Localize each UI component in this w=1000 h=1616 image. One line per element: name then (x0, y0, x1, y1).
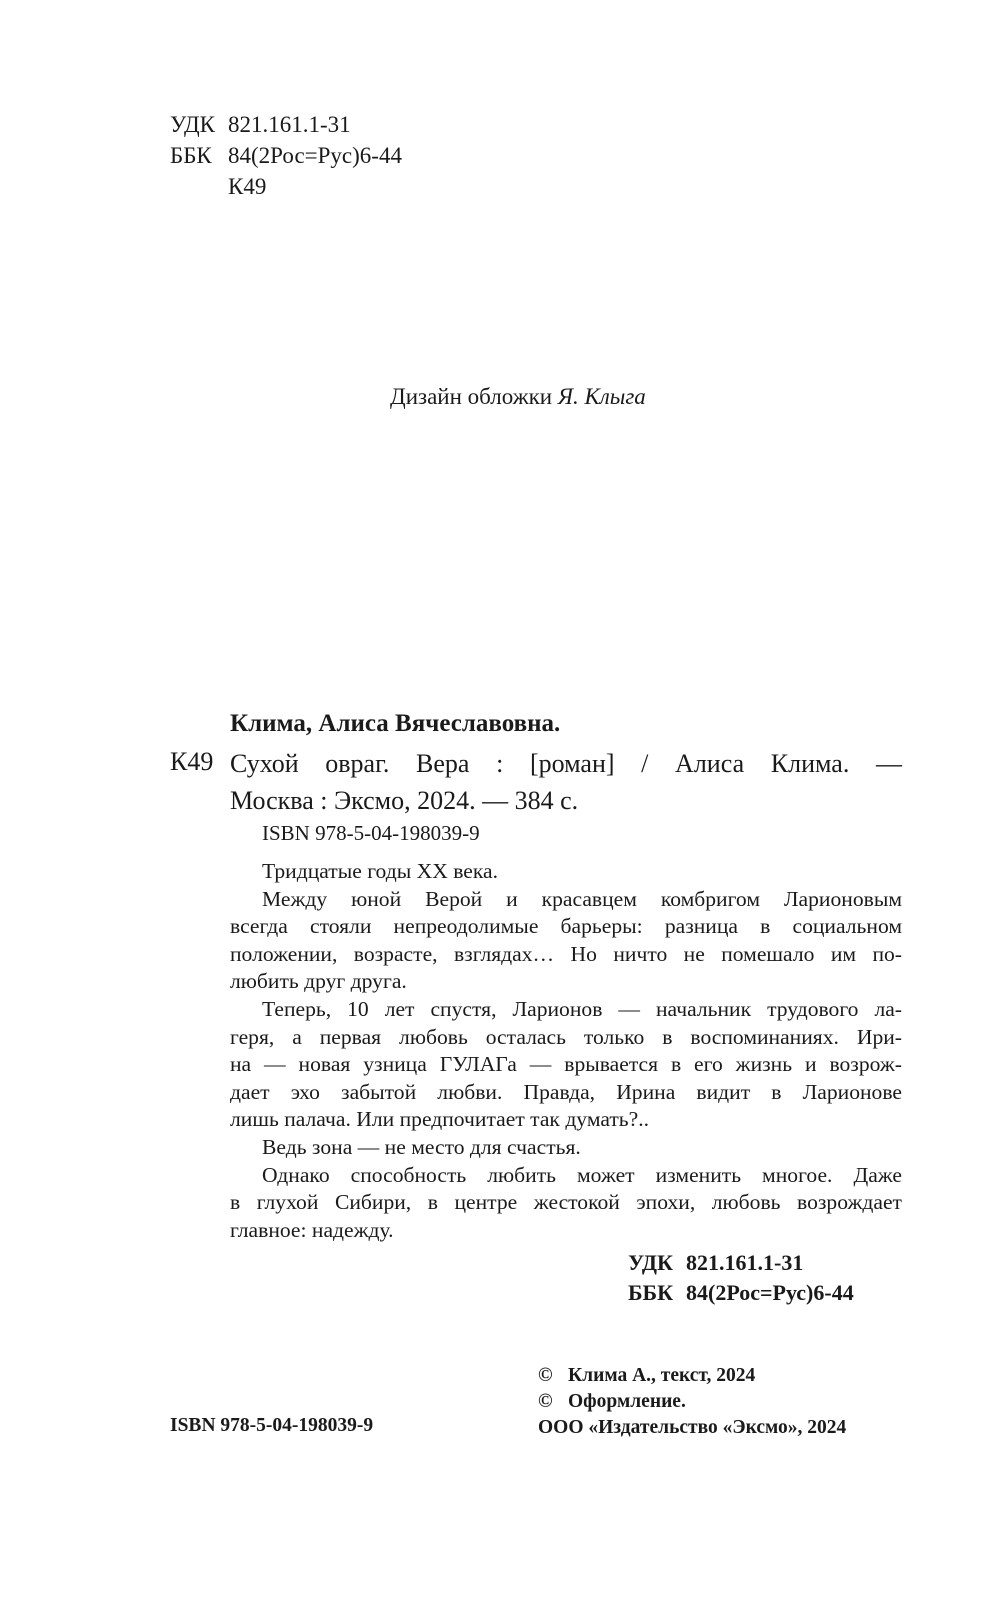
copyright-design: Оформление. (568, 1391, 686, 1412)
annotation-line: Теперь, 10 лет спустя, Ларионов — начальник трудового ла- (262, 996, 902, 1021)
annotation-paragraph-5 (230, 1162, 902, 1245)
annotation-paragraph-2 (230, 886, 902, 996)
annotation-line: положении, возрасте, взглядах… Но ничто не помешало им по- (230, 941, 902, 966)
bbk-value: 84(2Рос=Рус)6-44 (686, 1280, 854, 1305)
record-title-line-1: Сухой овраг. Вера : [роман] / Алиса Клима. — (230, 749, 902, 778)
annotation-paragraph-3 (230, 996, 902, 1134)
udk-label: УДК (628, 1250, 674, 1275)
cover-design-label: Дизайн обложки (390, 384, 553, 409)
top-author-mark: К49 (228, 174, 267, 199)
annotation-line: дает эхо забытой любви. Правда, Ирина видит в Ларионове (230, 1079, 902, 1104)
annotation-line: Между юной Верой и красавцем комбригом Ларионовым (262, 886, 902, 911)
copyright-text: Клима А., текст, 2024 (568, 1365, 756, 1386)
annotation-line: Ведь зона — не место для счастья. (262, 1134, 581, 1159)
bottom-udk-row (628, 1248, 854, 1278)
bbk-label: ББК (628, 1280, 674, 1305)
bottom-bbk-row (628, 1278, 854, 1308)
udk-value: 821.161.1-31 (686, 1250, 804, 1275)
copyright-line-publisher: ООО «Издательство «Эксмо», 2024 (538, 1417, 847, 1438)
annotation-line: главное: надежду. (230, 1217, 394, 1242)
record-title-block (230, 745, 902, 819)
udk-label: УДК (170, 112, 215, 137)
annotation-line: в глухой Сибири, в центре жестокой эпохи, любовь возрождает (230, 1190, 902, 1215)
annotation-line: геря, а первая любовь осталась только в воспоминаниях. Ири- (230, 1024, 902, 1049)
copyright-symbol: © (538, 1391, 553, 1412)
copyright-symbol: © (538, 1365, 553, 1386)
cover-designer-name: Я. Клыга (557, 384, 646, 409)
annotation-line: всегда стояли непреодолимые барьеры: разница в социальном (230, 914, 902, 939)
annotation-paragraph-4 (230, 1134, 902, 1162)
annotation-paragraph-1 (230, 858, 902, 886)
annotation-line: Тридцатые годы XX века. (262, 859, 498, 883)
bbk-label: ББК (170, 143, 212, 168)
top-udk-row (170, 110, 351, 140)
annotation-line: на — новая узница ГУЛАГа — врывается в его жизнь и возрож- (230, 1052, 902, 1077)
udk-value: 821.161.1-31 (228, 112, 351, 137)
record-author: Клима, Алиса Вячеславовна. (230, 710, 561, 737)
annotation (230, 858, 902, 1244)
bbk-value: 84(2Рос=Рус)6-44 (228, 143, 402, 168)
record-code: К49 (170, 747, 214, 776)
record-isbn: ISBN 978-5-04-198039-9 (262, 821, 480, 845)
copyright-block (538, 1363, 846, 1441)
annotation-line: лишь палача. Или предпочитает так думать?.. (230, 1107, 650, 1132)
footer-isbn: ISBN 978-5-04-198039-9 (170, 1415, 374, 1436)
annotation-line: Однако способность любить может изменить многое. Даже (262, 1162, 902, 1187)
annotation-line: любить друг друга. (230, 969, 407, 994)
copyright-line-text (538, 1363, 846, 1389)
cover-design-credit (390, 382, 646, 412)
record-title-line-2: Москва : Эксмо, 2024. — 384 с. (230, 786, 579, 815)
top-bbk-row (170, 141, 402, 171)
bottom-classification (628, 1248, 854, 1308)
copyright-line-design (538, 1389, 846, 1415)
